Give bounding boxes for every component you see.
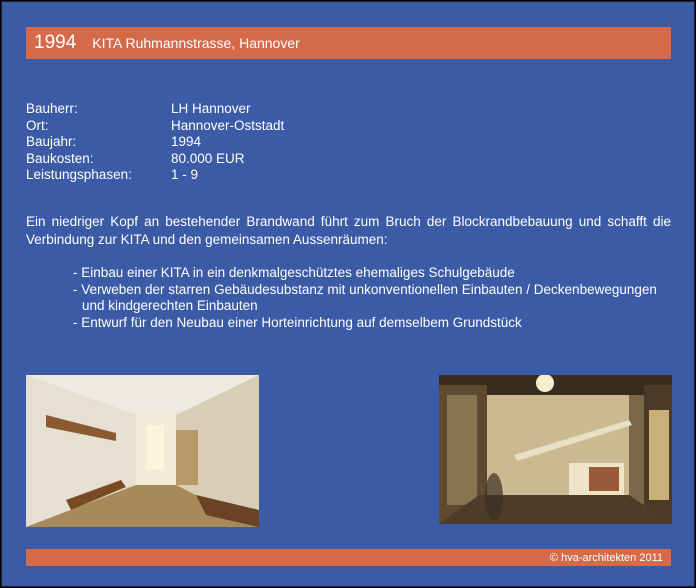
info-key: Baukosten: bbox=[26, 150, 94, 166]
interior-photo-hall bbox=[439, 375, 672, 524]
page bbox=[1, 1, 695, 587]
header-bar bbox=[26, 27, 671, 59]
info-row-baukosten bbox=[26, 151, 284, 168]
project-year: 1994 bbox=[34, 32, 77, 53]
interior-photo-corridor bbox=[26, 375, 259, 527]
info-value: 80.000 EUR bbox=[171, 150, 245, 166]
info-value: 1994 bbox=[171, 134, 202, 149]
info-row-leistungsphasen bbox=[26, 167, 284, 184]
project-description: Ein niedriger Kopf an bestehender Brandwand führt zum Bruch der Blockrandbebauung und schafft die Verbindung zur KITA und den gemeinsamen Aussenräumen: bbox=[26, 214, 671, 247]
info-key: Baujahr: bbox=[26, 134, 77, 149]
bullet-item: - Verweben der starren Gebäudesubstanz mit unkonventionellen Einbauten / Deckenbewegungen und kindgerechten Einbauten bbox=[73, 281, 657, 314]
bullet-item: - Einbau einer KITA in ein denkmalgeschütztes ehemaliges Schulgebäude bbox=[73, 265, 515, 280]
info-value: Hannover-Oststadt bbox=[171, 117, 285, 133]
footer-bar bbox=[26, 549, 671, 566]
info-row-baujahr bbox=[26, 134, 284, 151]
project-info bbox=[26, 101, 284, 184]
bullet-list bbox=[73, 265, 673, 331]
info-row-bauherr bbox=[26, 101, 284, 118]
info-key: Bauherr: bbox=[26, 101, 78, 116]
info-row-ort bbox=[26, 118, 284, 135]
bullet-item: - Entwurf für den Neubau einer Horteinrichtung auf demselbem Grundstück bbox=[73, 314, 522, 330]
info-key: Ort: bbox=[26, 117, 49, 133]
info-key: Leistungsphasen: bbox=[26, 167, 132, 182]
info-value: 1 - 9 bbox=[171, 167, 199, 182]
project-title: KITA Ruhmannstrasse, Hannover bbox=[92, 35, 300, 51]
copyright-text: © hva-architekten 2011 bbox=[549, 551, 663, 564]
info-value: LH Hannover bbox=[171, 101, 251, 116]
